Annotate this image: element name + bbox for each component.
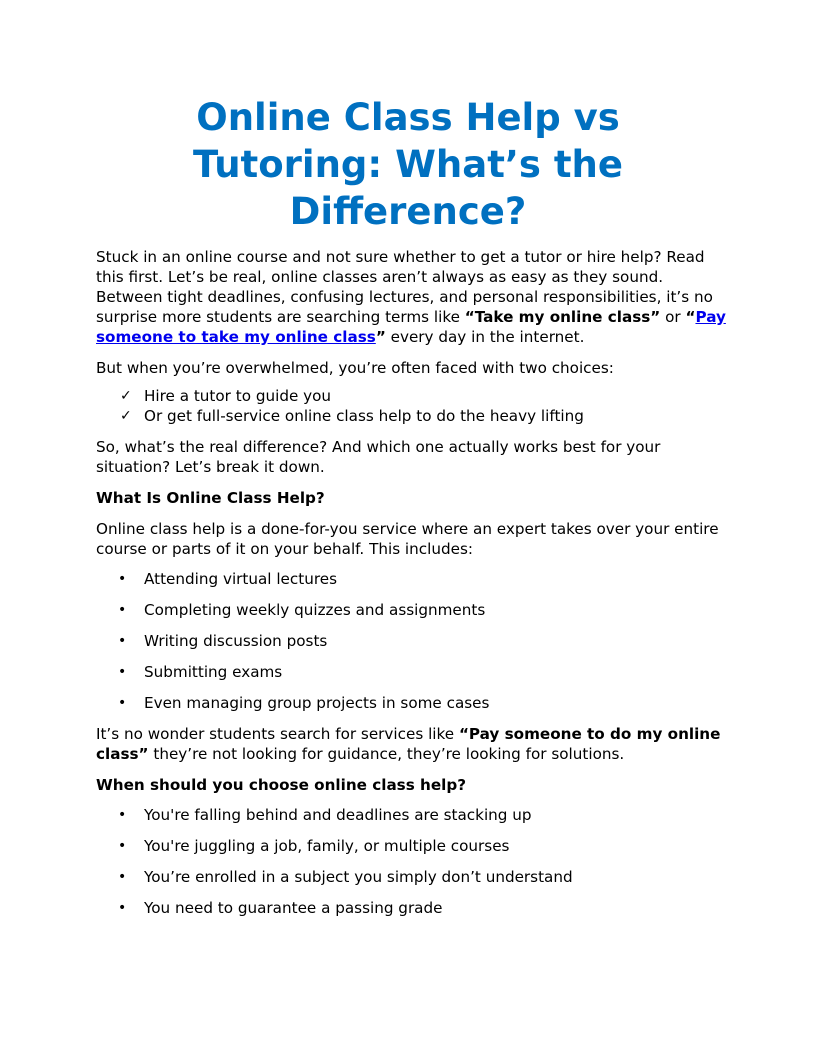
intro-text-2: or bbox=[660, 308, 686, 326]
choices-intro: But when you’re overwhelmed, you’re often faced with two choices: bbox=[96, 359, 614, 377]
section-heading-when-to-choose: When should you choose online class help? bbox=[96, 776, 467, 794]
list-item-text: Writing discussion posts bbox=[144, 632, 328, 650]
list-item-text: Or get full-service online class help to do the heavy lifting bbox=[144, 407, 584, 425]
list-item bbox=[96, 693, 726, 713]
page-title: Online Class Help vs Tutoring: What’s the Difference? bbox=[193, 96, 623, 233]
list-item bbox=[96, 386, 726, 406]
list-item bbox=[96, 805, 726, 825]
list-item-text: Hire a tutor to guide you bbox=[144, 387, 332, 405]
wonder-paragraph bbox=[96, 724, 726, 764]
bullet-icon: • bbox=[118, 571, 127, 587]
bullet-icon: • bbox=[118, 807, 127, 823]
list-item bbox=[96, 406, 726, 426]
bullet-icon: • bbox=[118, 838, 127, 854]
list-item bbox=[96, 836, 726, 856]
list-item-text: Attending virtual lectures bbox=[144, 570, 338, 588]
list-item-text: You're falling behind and deadlines are stacking up bbox=[144, 806, 532, 824]
bullet-icon: • bbox=[118, 695, 127, 711]
list-item-text: You're juggling a job, family, or multiple courses bbox=[144, 837, 510, 855]
article-body bbox=[96, 247, 726, 929]
list-item-text: Completing weekly quizzes and assignments bbox=[144, 601, 486, 619]
list-item bbox=[96, 569, 726, 589]
list-item bbox=[96, 662, 726, 682]
wonder-bold-term: “Pay someone to do my online class” bbox=[96, 725, 721, 763]
list-item bbox=[96, 631, 726, 651]
wonder-text-2: they’re not looking for guidance, they’re looking for solutions. bbox=[148, 745, 625, 763]
intro-quote-open: “ bbox=[685, 308, 696, 326]
list-item-text: You need to guarantee a passing grade bbox=[144, 899, 443, 917]
list-item-text: Even managing group projects in some cases bbox=[144, 694, 490, 712]
list-item bbox=[96, 600, 726, 620]
list-item bbox=[96, 867, 726, 887]
bullet-icon: • bbox=[118, 869, 127, 885]
intro-paragraph bbox=[96, 247, 726, 347]
section-heading-online-class-help: What Is Online Class Help? bbox=[96, 489, 325, 507]
pay-someone-link[interactable]: Pay someone to take my online class bbox=[96, 308, 726, 346]
when-to-choose-list bbox=[96, 805, 726, 918]
bullet-icon: • bbox=[118, 602, 127, 618]
intro-bold-term: “Take my online class” bbox=[464, 308, 661, 326]
list-item-text: You’re enrolled in a subject you simply don’t understand bbox=[144, 868, 573, 886]
services-list bbox=[96, 569, 726, 713]
checkmark-icon: ✓ bbox=[120, 408, 132, 424]
bullet-icon: • bbox=[118, 664, 127, 680]
choices-list bbox=[96, 386, 726, 426]
intro-quote-close: ” bbox=[375, 328, 386, 346]
difference-paragraph: So, what’s the real difference? And which one actually works best for your situation? Let’s break it down. bbox=[96, 438, 661, 476]
wonder-text-1: It’s no wonder students search for services like bbox=[96, 725, 459, 743]
online-class-help-paragraph: Online class help is a done-for-you service where an expert takes over your entire course or parts of it on your behalf. This includes: bbox=[96, 520, 719, 558]
list-item-text: Submitting exams bbox=[144, 663, 283, 681]
bullet-icon: • bbox=[118, 900, 127, 916]
intro-text-1: Stuck in an online course and not sure whether to get a tutor or hire help? Read this first. Let’s be real, online classes aren’t always as easy as they sound. Between tight deadlines, confusing lectures, and personal responsibilities, it’s no surprise more students are searching terms like bbox=[96, 248, 713, 326]
bullet-icon: • bbox=[118, 633, 127, 649]
intro-text-3: every day in the internet. bbox=[385, 328, 585, 346]
checkmark-icon: ✓ bbox=[120, 388, 132, 404]
list-item bbox=[96, 898, 726, 918]
